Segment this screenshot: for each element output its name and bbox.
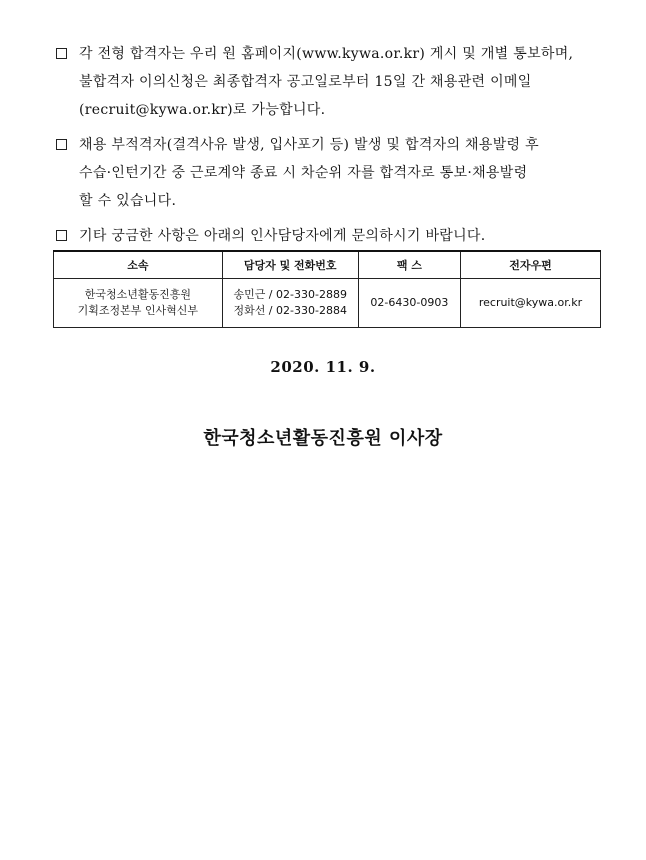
header-contact: 담당자 및 전화번호 — [222, 251, 358, 279]
header-email: 전자우편 — [461, 251, 601, 279]
contact-person: 정화선 / 02-330-2884 — [233, 304, 347, 317]
checkbox-square-icon — [56, 48, 67, 59]
cell-contacts — [222, 279, 358, 328]
checkbox-square-icon — [56, 139, 67, 150]
issuer-signature: 한국청소년활동진흥원 이사장 — [203, 428, 443, 449]
notice-line: 각 전형 합격자는 우리 원 홈페이지(www.kywa.or.kr) 게시 및 개별 통보하며, — [79, 46, 574, 62]
department-org: 한국청소년활동진흥원 — [84, 288, 191, 301]
notice-list — [56, 40, 600, 250]
notice-line: 수습·인턴기간 중 근로계약 종료 시 차순위 자를 합격자로 통보·채용발령 — [79, 165, 528, 181]
contact-table — [53, 250, 601, 328]
contact-table-header — [54, 251, 601, 279]
notice-text — [79, 222, 600, 250]
checkbox-square-icon — [56, 230, 67, 241]
header-fax: 팩 스 — [358, 251, 460, 279]
cell-email[interactable]: recruit@kywa.or.kr — [461, 279, 601, 328]
cell-fax: 02-6430-0903 — [358, 279, 460, 328]
department-division: 기획조정본부 인사혁신부 — [77, 304, 199, 317]
table-row — [54, 279, 601, 328]
notice-line: 기타 궁금한 사항은 아래의 인사담당자에게 문의하시기 바랍니다. — [79, 228, 486, 244]
contact-person: 송민근 / 02-330-2889 — [233, 288, 347, 301]
cell-department — [54, 279, 223, 328]
notice-line: 채용 부적격자(결격사유 발생, 입사포기 등) 발생 및 합격자의 채용발령 후 — [79, 137, 539, 153]
notice-item-inquiry — [56, 222, 600, 250]
header-department: 소속 — [54, 251, 223, 279]
notice-line: 불합격자 이의신청은 최종합격자 공고일로부터 15일 간 채용관련 이메일 — [79, 74, 532, 90]
notice-item-replacement — [56, 131, 600, 215]
document-date: 2020. 11. 9. — [270, 358, 376, 376]
notice-text — [79, 131, 600, 215]
notice-line: 할 수 있습니다. — [79, 193, 177, 209]
notice-item-results — [56, 40, 600, 124]
notice-text — [79, 40, 600, 124]
notice-line: (recruit@kywa.or.kr)로 가능합니다. — [79, 102, 326, 118]
